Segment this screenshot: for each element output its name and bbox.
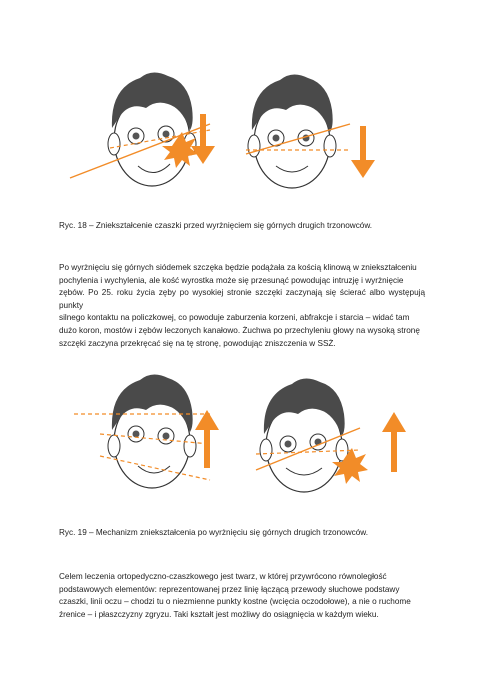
face-illustration-2 [246, 74, 350, 188]
paragraph-line: Po wyrżnięciu się górnych siódemek szczęka będzie podążała za kością klinową w zniekształceniu [59, 263, 417, 272]
arrow-up-icon [382, 412, 406, 472]
paragraph-1 [59, 262, 425, 350]
figure-18-illustration [60, 68, 420, 208]
face-illustration-3 [74, 374, 210, 488]
paragraph-line: pochylenia i wychylenia, ale kość wyrostka może się przesunąć powodując intruzję i wyrżnięcie [59, 275, 404, 285]
paragraph-2 [59, 571, 425, 621]
figure-18 [60, 68, 420, 208]
face-illustration-4 [256, 378, 368, 492]
paragraph-line: dużo koron, mostów i zębów leczonych kanałowo. Żuchwa po przechyleniu głowy na wysoką stronę [59, 325, 420, 335]
figure-19 [60, 370, 420, 510]
arrow-up-icon [195, 410, 219, 468]
figure-19-illustration [60, 370, 420, 510]
paragraph-line: szczęki zaczyna przekręcać się na tę stronę, powodując zniszczenia w SSŻ. [59, 338, 336, 348]
paragraph-line: silnego kontaktu na policzkowej, co powoduje zaburzenia korzeni, abfrakcje i starcia – widać tam [59, 313, 410, 323]
paragraph-line: czaszki, linii oczu – chodzi tu o niezmienne punkty kostne (wcięcia oczodołowe), a nie o ruchome [59, 597, 411, 607]
paragraph-line: podstawowych elementów: reprezentowanej przez linię łączącą przewody słuchowe podstawy [59, 584, 400, 594]
paragraph-line: Celem leczenia ortopedyczno-czaszkowego jest twarz, w której przywrócono równoległość [59, 572, 387, 581]
arrow-down-icon [351, 126, 375, 178]
paragraph-line: zębów. Po 25. roku życia zęby po wysokiej stronie szczęki zaczynają się ścierać albo występują punkty [59, 288, 425, 310]
paragraph-line: źrenice – i płaszczyzny zgryzu. Taki kształt jest możliwy do osiągnięcia w każdym wieku. [59, 609, 379, 619]
face-illustration-1 [70, 72, 210, 186]
figure-19-caption: Ryc. 19 – Mechanizm zniekształcenia po wyrżnięciu się górnych drugich trzonowców. [59, 528, 368, 537]
figure-18-caption: Ryc. 18 – Zniekształcenie czaszki przed wyrżnięciem się górnych drugich trzonowców. [59, 221, 373, 230]
